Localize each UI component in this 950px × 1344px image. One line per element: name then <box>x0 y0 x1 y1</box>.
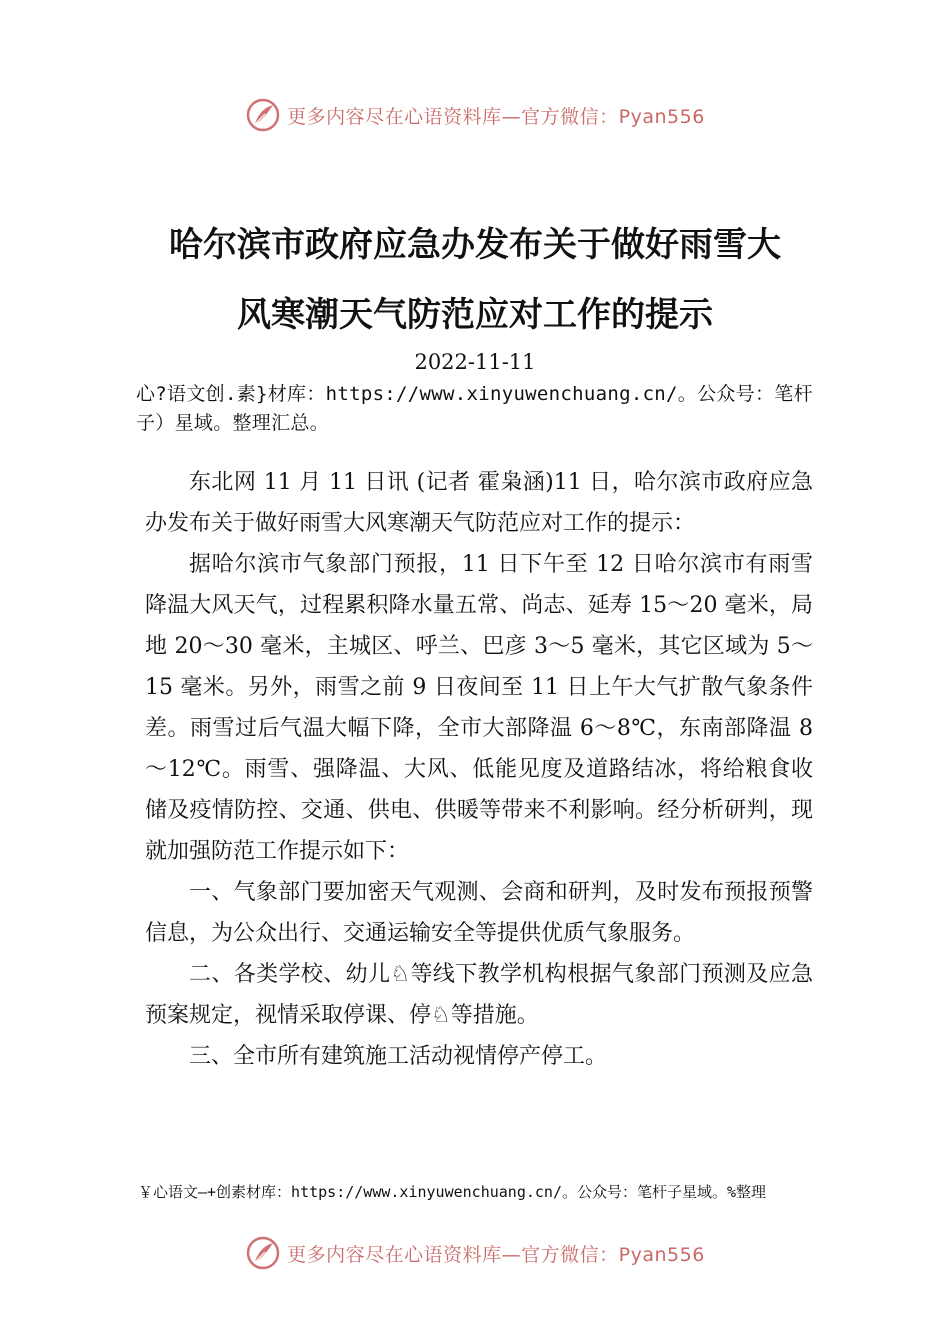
bottom-banner <box>0 1233 950 1273</box>
paragraph: 二、各类学校、幼儿♘等线下教学机构根据气象部门预测及应急预案规定，视情采取停课、停♘等措施。 <box>145 962 813 1028</box>
banner-text: 更多内容尽在心语资料库—官方微信：Pyan556 <box>287 1243 705 1266</box>
paragraph: 东北网 11 月 11 日讯 (记者 霍枭涵)11 日，哈尔滨市政府应急办发布关于做好雨雪大风寒潮天气防范应对工作的提示： <box>145 470 813 536</box>
document-title-line-1: 哈尔滨市政府应急办发布关于做好雨雪大 <box>169 225 781 265</box>
paragraph: 一、气象部门要加密天气观测、会商和研判，及时发布预报预警信息，为公众出行、交通运输安全等提供优质气象服务。 <box>145 880 813 946</box>
feather-pen-logo-icon <box>245 97 281 133</box>
banner-text: 更多内容尽在心语资料库—官方微信：Pyan556 <box>287 105 705 128</box>
document-title-line-2: 风寒潮天气防范应对工作的提示 <box>237 295 713 335</box>
paragraph: 据哈尔滨市气象部门预报，11 日下午至 12 日哈尔滨市有雨雪降温大风天气，过程累积降水量五常、尚志、延寿 15～20 毫米，局地 20～30 毫米，主城区、呼兰、巴彦 3～5 毫米，其它区域为 5～15 毫米。另外，雨雪之前 9 日夜间至 11 日上午大气扩散气象条件差。雨雪过后气温大幅下降，全市大部降温 6～8℃，东南部降温 8～12℃。雨雪、强降温、大风、低能见度及道路结冰，将给粮食收储及疫情防控、交通、供电、供暖等带来不利影响。经分析研判，现就加强防范工作提示如下： <box>145 552 813 864</box>
document-body <box>145 462 813 1077</box>
paragraph: 三、全市所有建筑施工活动视情停产停工。 <box>189 1044 608 1069</box>
footer-source-note: ￥心语文—+创素材库：https://www.xinyuwenchuang.cn/。公众号：笔杆子星域。%整理 <box>138 1183 767 1201</box>
top-banner <box>0 95 950 135</box>
source-note: 心?语文创.素}材库：https://www.xinyuwenchuang.cn/。公众号：笔杆子）星域。整理汇总。 <box>136 383 813 434</box>
document-date: 2022-11-11 <box>414 350 536 374</box>
feather-pen-logo-icon <box>245 1235 281 1271</box>
